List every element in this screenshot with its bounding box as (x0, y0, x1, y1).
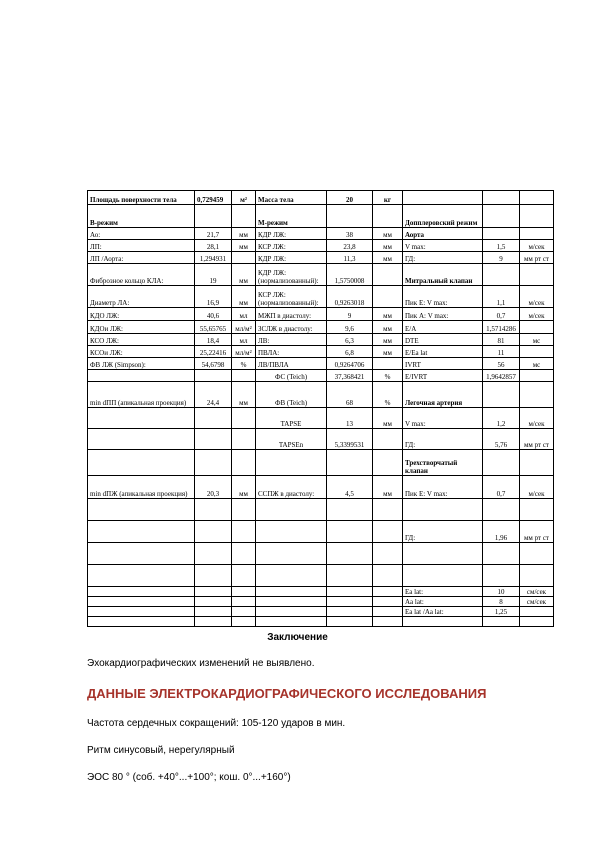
table-cell: 54,6798 (195, 358, 232, 370)
table-cell: 8 (483, 597, 520, 607)
table-row (88, 597, 554, 607)
table-cell: 6,3 (327, 334, 373, 346)
table-cell (88, 450, 195, 476)
table-cell: DTE (403, 334, 483, 346)
table-cell (232, 543, 256, 565)
table-cell: ФВ (Teich) (256, 382, 327, 408)
table-cell: КДО ЛЖ: (88, 308, 195, 321)
table-cell: 16,9 (195, 286, 232, 308)
table-cell: ССПЖ в диастолу: (256, 476, 327, 499)
table-cell: 25,22416 (195, 346, 232, 358)
table-cell: мм (373, 334, 403, 346)
table-cell: мм (232, 286, 256, 308)
table-cell (373, 450, 403, 476)
table-cell (232, 617, 256, 627)
table-row (88, 382, 554, 408)
table-cell: Aa lat: (403, 597, 483, 607)
table-cell (256, 607, 327, 617)
table-cell (88, 597, 195, 607)
table-row (88, 321, 554, 334)
table-cell (195, 543, 232, 565)
table-cell: 19 (195, 264, 232, 286)
table-cell: 55,65765 (195, 321, 232, 334)
table-cell: Ea lat: (403, 587, 483, 597)
table-cell (483, 205, 520, 228)
table-cell (403, 543, 483, 565)
table-cell: КДР ЛЖ: (нормализованный): (256, 264, 327, 286)
table-cell (256, 597, 327, 607)
table-cell: 11 (483, 346, 520, 358)
table-cell: 9,6 (327, 321, 373, 334)
table-cell (256, 543, 327, 565)
table-cell (373, 205, 403, 228)
table-cell: % (373, 382, 403, 408)
table-row (88, 370, 554, 382)
table-row (88, 358, 554, 370)
table-cell: 68 (327, 382, 373, 408)
table-cell: мм (373, 228, 403, 240)
table-cell (373, 286, 403, 308)
table-cell: ГД: (403, 429, 483, 450)
table-cell: КСР ЛЖ: (256, 240, 327, 252)
table-row (88, 408, 554, 429)
table-cell (483, 191, 520, 205)
table-cell (232, 587, 256, 597)
table-cell: м² (232, 191, 256, 205)
table-cell (373, 565, 403, 587)
table-cell: min dПЖ (апикальная проекция) (88, 476, 195, 499)
table-cell (195, 597, 232, 607)
table-cell (373, 607, 403, 617)
table-cell: ЛП /Аорта: (88, 252, 195, 264)
table-cell (232, 499, 256, 521)
table-cell (327, 205, 373, 228)
table-cell: ФВ ЛЖ (Simpson): (88, 358, 195, 370)
table-cell: Диаметр ЛА: (88, 286, 195, 308)
table-cell (520, 607, 554, 617)
table-cell (327, 587, 373, 597)
table-cell: 1,2 (483, 408, 520, 429)
table-cell (520, 543, 554, 565)
table-row (88, 565, 554, 587)
table-row (88, 450, 554, 476)
table-cell: ЛВ: (256, 334, 327, 346)
table-cell: Ea lat /Aa lat: (403, 607, 483, 617)
table-cell (88, 499, 195, 521)
table-cell (232, 565, 256, 587)
table-cell: мм рт ст (520, 521, 554, 543)
table-cell (327, 450, 373, 476)
table-cell (520, 617, 554, 627)
table-cell (520, 205, 554, 228)
table-cell (88, 521, 195, 543)
table-row (88, 308, 554, 321)
table-cell (327, 543, 373, 565)
table-cell: мм рт ст (520, 429, 554, 450)
table-cell (483, 264, 520, 286)
table-cell (520, 565, 554, 587)
table-cell (520, 370, 554, 382)
table-cell (232, 450, 256, 476)
table-cell: 1,294931 (195, 252, 232, 264)
table-cell: 24,4 (195, 382, 232, 408)
table-cell (520, 228, 554, 240)
table-cell (256, 450, 327, 476)
table-row (88, 607, 554, 617)
table-cell: % (373, 370, 403, 382)
table-cell: 20,3 (195, 476, 232, 499)
table-cell (327, 617, 373, 627)
table-cell (373, 543, 403, 565)
table-cell (256, 521, 327, 543)
table-cell (520, 191, 554, 205)
table-cell: мл/м² (232, 346, 256, 358)
table-cell: 38 (327, 228, 373, 240)
table-cell (403, 565, 483, 587)
table-row (88, 228, 554, 240)
table-cell: 1,1 (483, 286, 520, 308)
table-cell (483, 382, 520, 408)
table-row (88, 429, 554, 450)
table-cell (520, 382, 554, 408)
table-cell: 40,6 (195, 308, 232, 321)
table-cell (373, 358, 403, 370)
table-cell: М-режим (256, 205, 327, 228)
table-cell: IVRT (403, 358, 483, 370)
table-cell: 0,7 (483, 476, 520, 499)
table-cell (483, 565, 520, 587)
table-cell: КСО ЛЖ: (88, 334, 195, 346)
table-row (88, 587, 554, 597)
table-cell: Митральный клапан (403, 264, 483, 286)
table-cell: Пик Е: V max: (403, 286, 483, 308)
table-cell (88, 617, 195, 627)
table-cell: 9 (483, 252, 520, 264)
table-cell: ЗСЛЖ в диастолу: (256, 321, 327, 334)
table-cell (256, 565, 327, 587)
table-cell (327, 597, 373, 607)
table-cell (373, 429, 403, 450)
table-cell (195, 607, 232, 617)
table-cell (195, 429, 232, 450)
table-cell: мм (232, 240, 256, 252)
table-cell (195, 521, 232, 543)
table-cell: Пик Е: V max: (403, 476, 483, 499)
table-cell: 56 (483, 358, 520, 370)
table-cell (520, 450, 554, 476)
table-cell: 0,729459 (195, 191, 232, 205)
table-cell: 81 (483, 334, 520, 346)
table-cell (195, 617, 232, 627)
table-cell: 4,5 (327, 476, 373, 499)
table-cell: КСОи ЛЖ: (88, 346, 195, 358)
table-cell: 6,8 (327, 346, 373, 358)
table-cell (232, 252, 256, 264)
table-row (88, 617, 554, 627)
table-cell: % (232, 358, 256, 370)
table-cell (195, 450, 232, 476)
table-cell: ГД: (403, 252, 483, 264)
table-cell (88, 543, 195, 565)
table-cell: ГД: (403, 521, 483, 543)
table-cell (373, 264, 403, 286)
table-cell: TAPSE (256, 408, 327, 429)
table-cell: 0,9263018 (327, 286, 373, 308)
table-cell (88, 408, 195, 429)
table-cell: м/сек (520, 240, 554, 252)
table-row (88, 252, 554, 264)
table-cell: 5,76 (483, 429, 520, 450)
table-cell: Пик А: V max: (403, 308, 483, 321)
table-cell: 1,5750008 (327, 264, 373, 286)
table-cell (256, 617, 327, 627)
table-cell (256, 499, 327, 521)
table-row (88, 334, 554, 346)
table-cell: мм (373, 321, 403, 334)
table-cell (327, 565, 373, 587)
table-cell: КДОи ЛЖ: (88, 321, 195, 334)
table-row (88, 205, 554, 228)
table-cell (327, 607, 373, 617)
conclusion-text: Эхокардиографических изменений не выявлено. (87, 658, 315, 669)
table-cell: 11,3 (327, 252, 373, 264)
table-cell: Масса тела (256, 191, 327, 205)
table-cell (483, 543, 520, 565)
table-cell (483, 499, 520, 521)
table-cell: мм (232, 228, 256, 240)
table-cell: м/сек (520, 476, 554, 499)
table-cell: 1,9642857 (483, 370, 520, 382)
table-cell: мм (232, 476, 256, 499)
ecg-rhythm: Ритм синусовый, нерегулярный (87, 745, 235, 756)
table-cell: E/IVRT (403, 370, 483, 382)
table-cell: 1,25 (483, 607, 520, 617)
table-cell: КДР ЛЖ: (256, 252, 327, 264)
table-cell: 10 (483, 587, 520, 597)
table-cell: мм (232, 382, 256, 408)
table-cell: 5,3399531 (327, 429, 373, 450)
table-cell: мл/м² (232, 321, 256, 334)
table-cell: мм рт ст (520, 252, 554, 264)
table-cell: ПВЛА: (256, 346, 327, 358)
table-cell: ФС (Teich) (256, 370, 327, 382)
table-cell: ЛП: (88, 240, 195, 252)
table-cell: мс (520, 334, 554, 346)
table-cell (232, 205, 256, 228)
table-cell: 0,7 (483, 308, 520, 321)
table-row (88, 521, 554, 543)
table-cell: мм (373, 346, 403, 358)
table-row (88, 476, 554, 499)
table-cell: 9 (327, 308, 373, 321)
table-cell: мм (373, 252, 403, 264)
table-cell: E/A (403, 321, 483, 334)
table-cell: м/сек (520, 308, 554, 321)
table-cell: Допплеровский режим (403, 205, 483, 228)
table-cell: мс (520, 358, 554, 370)
table-cell: 23,8 (327, 240, 373, 252)
table-row (88, 264, 554, 286)
table-cell: 28,1 (195, 240, 232, 252)
table-cell (520, 346, 554, 358)
table-cell (88, 587, 195, 597)
table-cell: МЖП в диастолу: (256, 308, 327, 321)
table-cell (256, 587, 327, 597)
table-cell: см/сек (520, 587, 554, 597)
table-row (88, 286, 554, 308)
table-cell: Легочная артерия (403, 382, 483, 408)
table-cell (232, 408, 256, 429)
table-cell (195, 408, 232, 429)
table-cell: 0,9264706 (327, 358, 373, 370)
table-cell: мм (373, 308, 403, 321)
table-cell: Трехстворчатый клапан (403, 450, 483, 476)
table-cell (195, 205, 232, 228)
table-row (88, 543, 554, 565)
table-cell: мм (232, 264, 256, 286)
table-cell: КСР ЛЖ: (нормализованный): (256, 286, 327, 308)
table-cell: V max: (403, 408, 483, 429)
table-cell (403, 617, 483, 627)
conclusion-title: Заключение (267, 632, 328, 643)
table-cell (403, 499, 483, 521)
table-cell: E/Ea lat (403, 346, 483, 358)
table-cell (520, 264, 554, 286)
ecg-heart-rate: Частота сердечных сокращений: 105-120 ударов в мин. (87, 718, 346, 729)
table-cell (483, 450, 520, 476)
table-cell: кг (373, 191, 403, 205)
table-cell (373, 499, 403, 521)
table-cell: мм (373, 408, 403, 429)
table-cell: 18,4 (195, 334, 232, 346)
table-cell: Аорта (403, 228, 483, 240)
table-cell: мл (232, 334, 256, 346)
table-cell: Фиброзное кольцо КЛА: (88, 264, 195, 286)
table-cell (373, 587, 403, 597)
table-cell (483, 228, 520, 240)
table-cell (88, 565, 195, 587)
table-cell (232, 521, 256, 543)
table-cell (327, 521, 373, 543)
table-cell: м/сек (520, 408, 554, 429)
table-cell: Площадь поверхности тела (88, 191, 195, 205)
table-cell (195, 565, 232, 587)
table-cell (373, 617, 403, 627)
table-cell: V max: (403, 240, 483, 252)
table-cell: 21,7 (195, 228, 232, 240)
table-cell: см/сек (520, 597, 554, 607)
table-cell: КДР ЛЖ: (256, 228, 327, 240)
table-cell (88, 429, 195, 450)
table-cell: 13 (327, 408, 373, 429)
table-cell (327, 499, 373, 521)
table-cell (88, 607, 195, 617)
table-cell (403, 191, 483, 205)
table-cell: 1,5714286 (483, 321, 520, 334)
table-cell: 1,96 (483, 521, 520, 543)
table-cell (232, 370, 256, 382)
table-row (88, 240, 554, 252)
table-cell: 20 (327, 191, 373, 205)
table-cell (373, 597, 403, 607)
ecg-section-title: ДАННЫЕ ЭЛЕКТРОКАРДИОГРАФИЧЕСКОГО ИССЛЕДОВАНИЯ (87, 686, 487, 701)
table-cell (88, 370, 195, 382)
table-cell (195, 587, 232, 597)
table-cell: 1,5 (483, 240, 520, 252)
table-cell: Ао: (88, 228, 195, 240)
table-cell: min dПП (апикальная проекция) (88, 382, 195, 408)
table-cell (232, 597, 256, 607)
table-cell (232, 429, 256, 450)
ecg-electrical-axis: ЭОС 80 ° (соб. +40°...+100°; кош. 0°...+160°) (87, 772, 291, 783)
table-row (88, 191, 554, 205)
table-cell: мл (232, 308, 256, 321)
table-cell (520, 321, 554, 334)
table-cell (373, 521, 403, 543)
table-cell: TAPSEn (256, 429, 327, 450)
table-cell (195, 499, 232, 521)
table-cell: ЛВ/ПВЛА (256, 358, 327, 370)
table-cell (520, 499, 554, 521)
table-cell: В-режим (88, 205, 195, 228)
table-cell: мм (373, 240, 403, 252)
table-cell: мм (373, 476, 403, 499)
table-cell: 37,368421 (327, 370, 373, 382)
table-row (88, 499, 554, 521)
table-cell (483, 617, 520, 627)
table-cell (195, 370, 232, 382)
table-cell: м/сек (520, 286, 554, 308)
table-row (88, 346, 554, 358)
echo-measurements-table (87, 190, 554, 627)
table-cell (232, 607, 256, 617)
